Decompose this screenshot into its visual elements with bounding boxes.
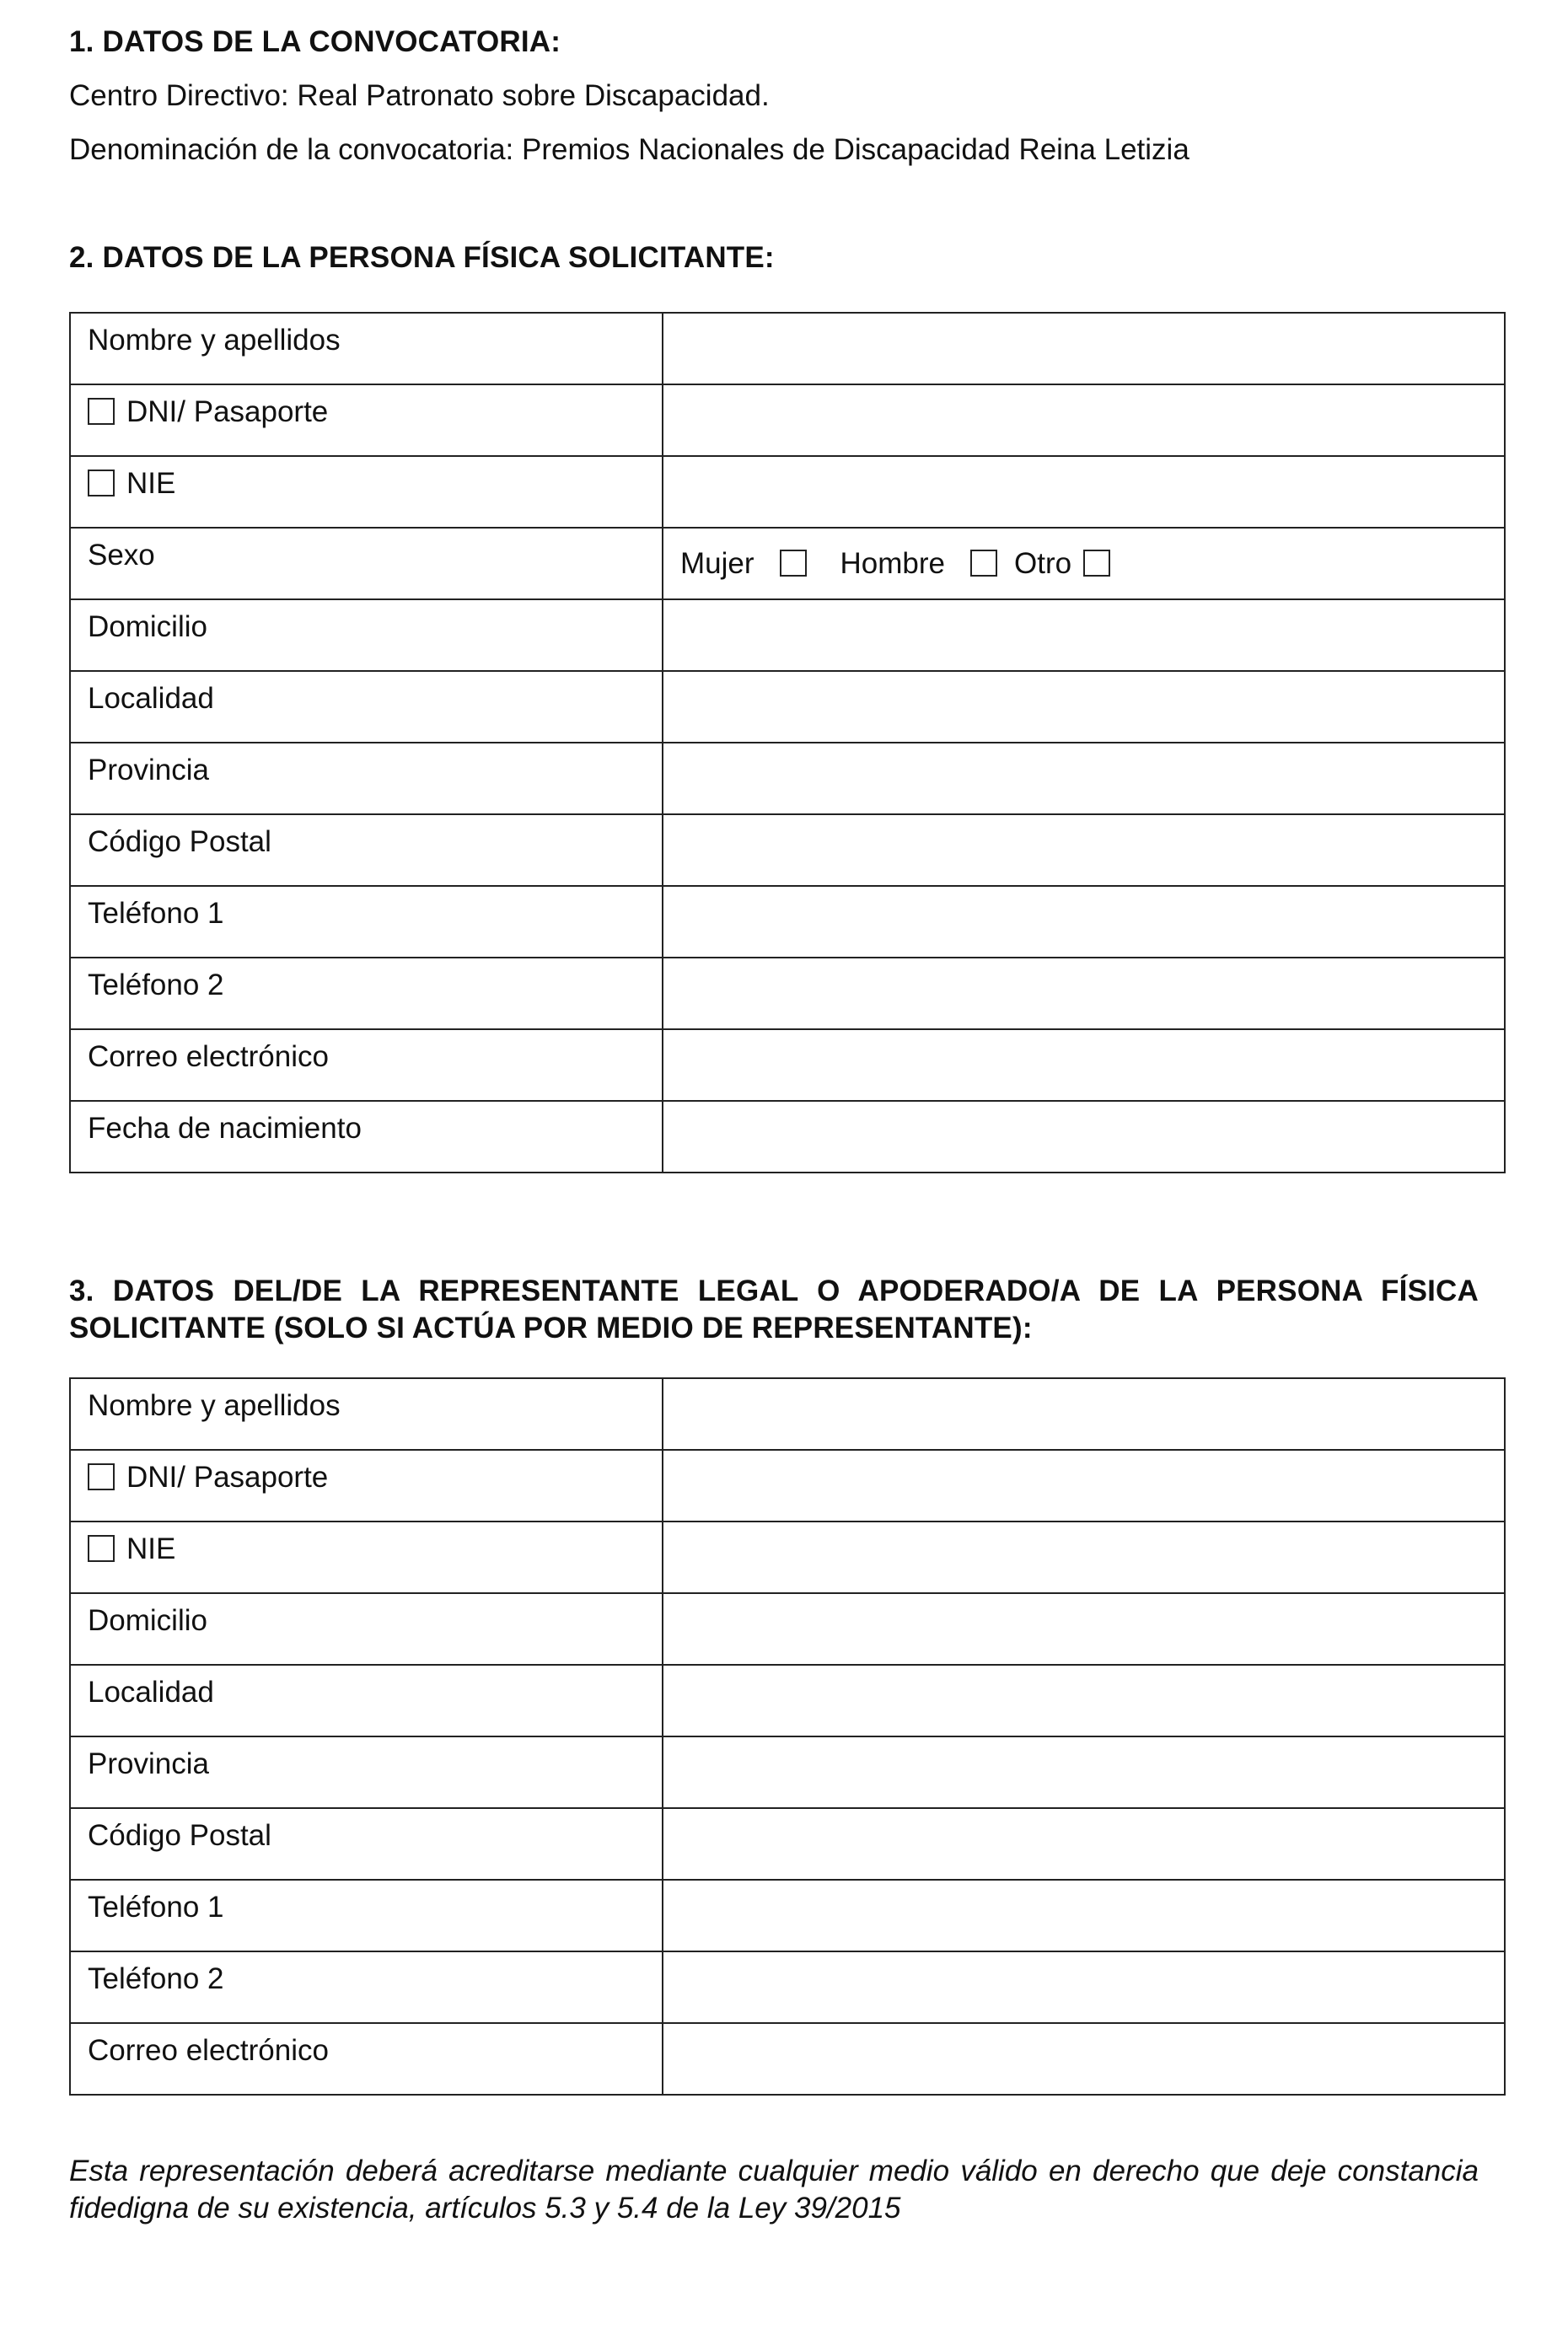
dni-label-cell: [70, 384, 663, 456]
rep-correo-label: Correo electrónico: [70, 2023, 663, 2095]
rep-nie-label-cell: [70, 1522, 663, 1593]
rep-nombre-label: Nombre y apellidos: [70, 1378, 663, 1450]
table-row: [70, 1593, 1505, 1665]
otro-checkbox[interactable]: [1083, 550, 1110, 577]
table-row: [70, 743, 1505, 814]
localidad-label: Localidad: [70, 671, 663, 743]
table-row: [70, 1736, 1505, 1808]
mujer-label: Mujer: [680, 547, 754, 580]
rep-nie-field[interactable]: [663, 1522, 1505, 1593]
nie-field[interactable]: [663, 456, 1505, 528]
table-row: [70, 599, 1505, 671]
provincia-label: Provincia: [70, 743, 663, 814]
rep-nie-checkbox[interactable]: [88, 1535, 115, 1562]
nie-label-cell: [70, 456, 663, 528]
codigo-postal-label: Código Postal: [70, 814, 663, 886]
domicilio-field[interactable]: [663, 599, 1505, 671]
rep-correo-field[interactable]: [663, 2023, 1505, 2095]
table-row: [70, 1450, 1505, 1522]
rep-localidad-label: Localidad: [70, 1665, 663, 1736]
table-row: [70, 1029, 1505, 1101]
denominacion-text: Denominación de la convocatoria: Premios Nacionales de Discapacidad Reina Letizia: [69, 133, 1189, 166]
rep-domicilio-label: Domicilio: [70, 1593, 663, 1665]
table-row: [70, 1101, 1505, 1173]
rep-localidad-field[interactable]: [663, 1665, 1505, 1736]
mujer-checkbox[interactable]: [780, 550, 807, 577]
table-row: [70, 1665, 1505, 1736]
centro-directivo-text: Centro Directivo: Real Patronato sobre Discapacidad.: [69, 79, 770, 112]
table-row: [70, 1951, 1505, 2023]
nie-label: NIE: [126, 467, 176, 500]
provincia-field[interactable]: [663, 743, 1505, 814]
sexo-label: Sexo: [70, 528, 663, 599]
telefono-1-field[interactable]: [663, 886, 1505, 958]
fecha-nacimiento-label: Fecha de nacimiento: [70, 1101, 663, 1173]
rep-dni-label: DNI/ Pasaporte: [126, 1461, 329, 1494]
hombre-checkbox[interactable]: [970, 550, 997, 577]
rep-provincia-label: Provincia: [70, 1736, 663, 1808]
nombre-label: Nombre y apellidos: [70, 313, 663, 384]
table-row: [70, 2023, 1505, 2095]
rep-nie-label: NIE: [126, 1532, 176, 1565]
solicitante-table: [69, 312, 1506, 1173]
domicilio-label: Domicilio: [70, 599, 663, 671]
rep-nombre-field[interactable]: [663, 1378, 1505, 1450]
table-row: [70, 456, 1505, 528]
table-row: [70, 313, 1505, 384]
localidad-field[interactable]: [663, 671, 1505, 743]
table-row: [70, 814, 1505, 886]
rep-telefono-2-field[interactable]: [663, 1951, 1505, 2023]
dni-field[interactable]: [663, 384, 1505, 456]
telefono-1-label: Teléfono 1: [70, 886, 663, 958]
rep-dni-field[interactable]: [663, 1450, 1505, 1522]
telefono-2-label: Teléfono 2: [70, 958, 663, 1029]
table-row: [70, 958, 1505, 1029]
table-row: [70, 528, 1505, 599]
table-row: [70, 671, 1505, 743]
representation-note: Esta representación deberá acreditarse mediante cualquier medio válido en derecho que deje constancia fidedigna de su existencia, artículos 5.3 y 5.4 de la Ley 39/2015: [69, 2155, 1479, 2225]
rep-codigo-postal-field[interactable]: [663, 1808, 1505, 1880]
section-1-title: 1. DATOS DE LA CONVOCATORIA:: [69, 25, 561, 58]
rep-codigo-postal-label: Código Postal: [70, 1808, 663, 1880]
nie-checkbox[interactable]: [88, 470, 115, 496]
dni-checkbox[interactable]: [88, 398, 115, 425]
rep-domicilio-field[interactable]: [663, 1593, 1505, 1665]
rep-provincia-field[interactable]: [663, 1736, 1505, 1808]
rep-telefono-1-field[interactable]: [663, 1880, 1505, 1951]
nombre-field[interactable]: [663, 313, 1505, 384]
section-2-title: 2. DATOS DE LA PERSONA FÍSICA SOLICITANTE:: [69, 241, 775, 274]
rep-dni-label-cell: [70, 1450, 663, 1522]
table-row: [70, 1378, 1505, 1450]
hombre-label: Hombre: [840, 547, 946, 580]
dni-label: DNI/ Pasaporte: [126, 395, 329, 428]
otro-label: Otro: [1014, 547, 1072, 580]
table-row: [70, 384, 1505, 456]
sexo-options: [663, 529, 1504, 581]
table-row: [70, 1808, 1505, 1880]
section-3-title: 3. DATOS DEL/DE LA REPRESENTANTE LEGAL O APODERADO/A DE LA PERSONA FÍSICA SOLICITANTE (SOLO SI ACTÚA POR MEDIO DE REPRESENTANTE):: [69, 1275, 1479, 1344]
table-row: [70, 1880, 1505, 1951]
correo-label: Correo electrónico: [70, 1029, 663, 1101]
representante-table: [69, 1377, 1506, 2096]
table-row: [70, 1522, 1505, 1593]
correo-field[interactable]: [663, 1029, 1505, 1101]
fecha-nacimiento-field[interactable]: [663, 1101, 1505, 1173]
rep-dni-checkbox[interactable]: [88, 1463, 115, 1490]
rep-telefono-2-label: Teléfono 2: [70, 1951, 663, 2023]
telefono-2-field[interactable]: [663, 958, 1505, 1029]
sexo-options-cell: [663, 528, 1505, 599]
rep-telefono-1-label: Teléfono 1: [70, 1880, 663, 1951]
codigo-postal-field[interactable]: [663, 814, 1505, 886]
table-row: [70, 886, 1505, 958]
